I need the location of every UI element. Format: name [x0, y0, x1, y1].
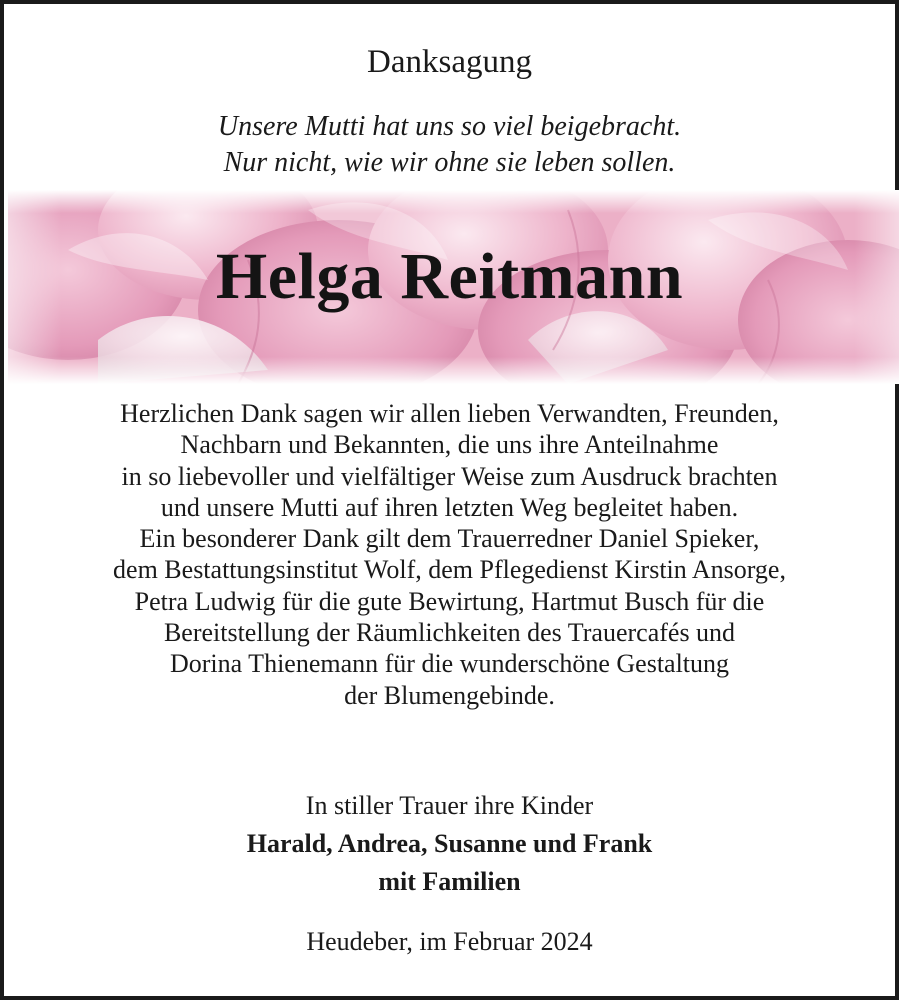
thanks-line-2: Nachbarn und Bekannten, die uns ihre Anteilnahme: [180, 430, 719, 460]
quote-line-2: Nur nicht, wie wir ohne sie leben sollen.: [223, 147, 676, 178]
thanks-line-7: Petra Ludwig für die gute Bewirtung, Hartmut Busch für die: [134, 586, 765, 616]
deceased-name: Helga Reitmann: [215, 240, 684, 313]
thanks-line-4: und unsere Mutti auf ihren letzten Weg begleitet haben.: [160, 492, 739, 522]
thanks-line-6: dem Bestattungsinstitut Wolf, dem Pflegedienst Kirstin Ansorge,: [113, 555, 786, 585]
thanks-line-8: Bereitstellung der Räumlichkeiten des Trauercafés und: [163, 618, 736, 648]
mourners-names: Harald, Andrea, Susanne und Frank: [246, 829, 653, 858]
place-date: Heudeber, im Februar 2024: [306, 927, 593, 956]
notice-heading: Danksagung: [367, 44, 532, 80]
quote-line-1: Unsere Mutti hat uns so viel beigebracht.: [217, 111, 682, 142]
mourners-intro: In stiller Trauer ihre Kinder: [305, 791, 594, 820]
thanks-line-5: Ein besonderer Dank gilt dem Trauerredner Daniel Spieker,: [139, 524, 760, 554]
thanks-line-10: der Blumengebinde.: [344, 680, 555, 710]
thanks-line-1: Herzlichen Dank sagen wir allen lieben Verwandten, Freunden,: [120, 399, 779, 428]
thanks-text: [4, 398, 895, 711]
mourners-families: mit Familien: [378, 867, 521, 896]
thanks-line-9: Dorina Thienemann für die wunderschöne Gestaltung: [169, 649, 730, 679]
thanks-line-3: in so liebevoller und vielfältiger Weise zum Ausdruck brachten: [121, 461, 778, 491]
